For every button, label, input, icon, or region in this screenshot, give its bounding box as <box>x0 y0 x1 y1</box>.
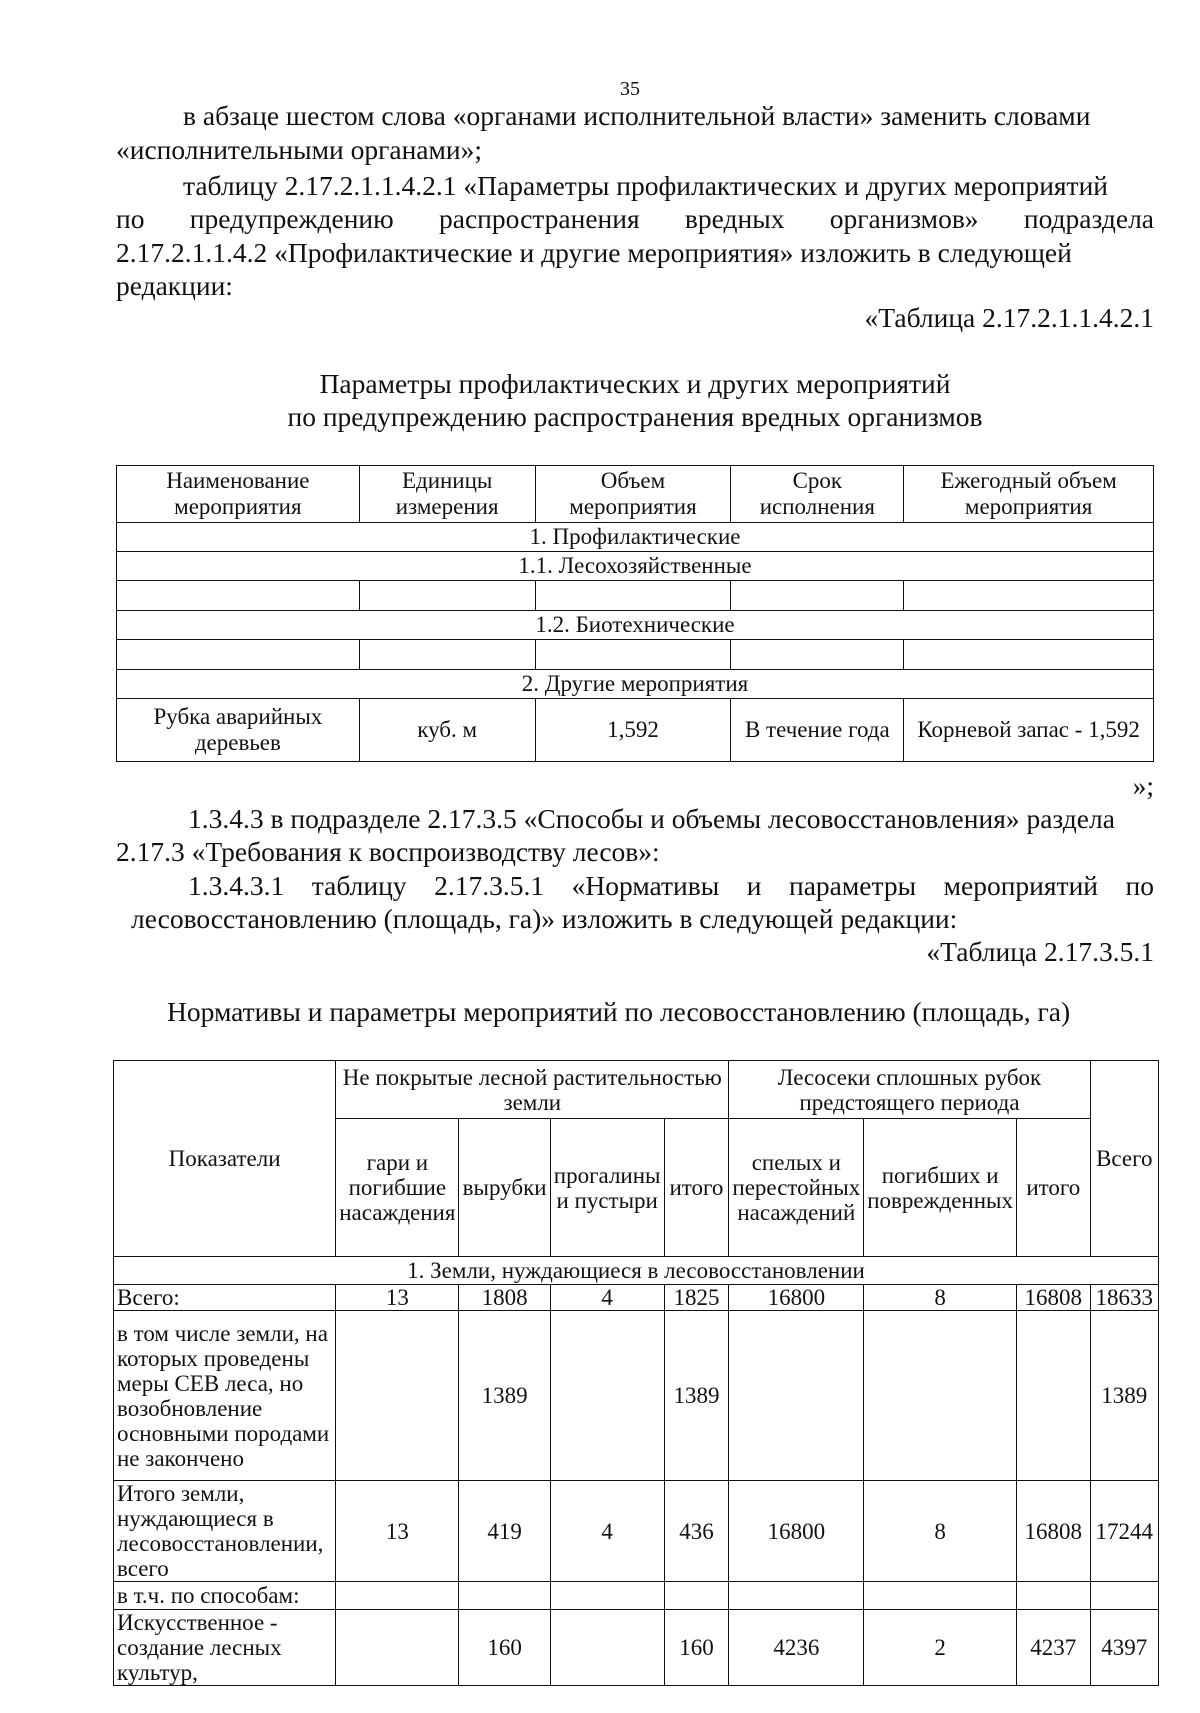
table-row <box>114 1285 1159 1311</box>
value-cell: 1389 <box>1090 1311 1158 1481</box>
value-cell: 419 <box>459 1481 550 1582</box>
paragraph-line: в абзаце шестом слова «органами исполнительной власти» заменить словами <box>183 100 1091 131</box>
value-cell: 18633 <box>1090 1285 1158 1311</box>
reforestation-table <box>113 1060 1159 1686</box>
empty-cell <box>731 581 904 611</box>
value-cell: 2 <box>864 1610 1017 1686</box>
empty-cell <box>535 640 731 670</box>
empty-cell <box>731 640 904 670</box>
table-close-mark: »; <box>1132 770 1154 801</box>
value-cell <box>729 1311 864 1481</box>
value-cell: 4 <box>550 1481 664 1582</box>
value-cell <box>864 1311 1017 1481</box>
header-cell: Срок исполнения <box>731 466 904 523</box>
paragraph-line: по предупреждению распространения вредных организмов» подраздела <box>116 203 1154 234</box>
empty-cell <box>535 581 731 611</box>
table-row <box>114 1481 1159 1582</box>
subheader-cell: итого <box>664 1119 729 1257</box>
reforestation-rows <box>114 1285 1159 1686</box>
value-cell: 16800 <box>729 1481 864 1582</box>
table-row <box>114 1582 1159 1610</box>
section-row: 2. Другие мероприятия <box>117 670 1154 699</box>
table-title: Нормативы и параметры мероприятий по лесовосстановлению (площадь, га) <box>167 996 1071 1027</box>
section-row: 1.1. Лесохозяйственные <box>117 552 1154 581</box>
value-cell <box>336 1311 459 1481</box>
value-cell: 436 <box>664 1481 729 1582</box>
value-cell: 8 <box>864 1481 1017 1582</box>
value-cell <box>1016 1582 1090 1610</box>
value-cell <box>550 1311 664 1481</box>
value-cell: 16800 <box>729 1285 864 1311</box>
value-cell: 1825 <box>664 1285 729 1311</box>
subheader-cell: итого <box>1016 1119 1090 1257</box>
value-cell: 13 <box>336 1481 459 1582</box>
section-row: 1. Профилактические <box>117 523 1154 552</box>
row-label-cell: Итого земли, нуждающиеся в лесовосстановлении, всего <box>114 1481 336 1582</box>
table-label: «Таблица 2.17.3.5.1 <box>926 936 1154 967</box>
value-cell: 160 <box>459 1610 550 1686</box>
value-cell <box>1090 1582 1158 1610</box>
paragraph-line: таблицу 2.17.2.1.1.4.2.1 «Параметры профилактических и других мероприятий <box>183 170 1109 201</box>
value-cell: 16808 <box>1016 1481 1090 1582</box>
subheader-cell: вырубки <box>459 1119 550 1257</box>
header-cell: Наименование мероприятия <box>117 466 360 523</box>
paragraph-line: «исполнительными органами»; <box>116 134 483 165</box>
term-cell: В течение года <box>731 699 904 762</box>
value-cell: 16808 <box>1016 1285 1090 1311</box>
row-label-cell: в т.ч. по способам: <box>114 1582 336 1610</box>
value-cell <box>550 1610 664 1686</box>
total-header: Всего <box>1090 1061 1158 1257</box>
value-cell: 160 <box>664 1610 729 1686</box>
value-cell <box>336 1582 459 1610</box>
empty-cell <box>117 640 360 670</box>
table-title: Параметры профилактических и других мероприятий <box>319 368 951 399</box>
row-label-cell: Всего: <box>114 1285 336 1311</box>
value-cell: 1389 <box>664 1311 729 1481</box>
table-title: по предупреждению распространения вредных организмов <box>287 401 983 432</box>
section-row: 1.2. Биотехнические <box>117 611 1154 640</box>
empty-cell <box>359 640 535 670</box>
value-cell <box>729 1582 864 1610</box>
page-number: 35 <box>620 78 640 100</box>
section-row: 1. Земли, нуждающиеся в лесовосстановлении <box>114 1257 1159 1285</box>
value-cell: 13 <box>336 1285 459 1311</box>
subheader-cell: гари и погибшие насаждения <box>336 1119 459 1257</box>
value-cell: 4397 <box>1090 1610 1158 1686</box>
paragraph-line: 1.3.4.3 в подразделе 2.17.3.5 «Способы и объемы лесовосстановления» раздела <box>188 803 1115 834</box>
value-cell <box>664 1582 729 1610</box>
header-cell: Единицы измерения <box>359 466 535 523</box>
value-cell <box>459 1582 550 1610</box>
prevention-measures-table <box>116 465 1154 762</box>
value-cell <box>1016 1311 1090 1481</box>
empty-cell <box>904 581 1154 611</box>
value-cell: 1808 <box>459 1285 550 1311</box>
table-row <box>114 1610 1159 1686</box>
group-header: Не покрытые лесной растительностью земли <box>336 1061 729 1119</box>
paragraph-line: 2.17.2.1.1.4.2 «Профилактические и другие мероприятия» изложить в следующей <box>116 237 1072 268</box>
subheader-cell: погибших и поврежденных <box>864 1119 1017 1257</box>
row-label-cell: Искусственное - создание лесных культур, <box>114 1610 336 1686</box>
paragraph-line: лесовосстановлению (площадь, га)» изложить в следующей редакции: <box>131 903 958 934</box>
header-cell: Объем мероприятия <box>535 466 731 523</box>
value-cell <box>550 1582 664 1610</box>
table-row <box>114 1311 1159 1481</box>
value-cell: 4236 <box>729 1610 864 1686</box>
paragraph-line: 1.3.4.3.1 таблицу 2.17.3.5.1 «Нормативы и параметры мероприятий по <box>188 870 1154 901</box>
subheader-cell: спелых и перестойных насаждений <box>729 1119 864 1257</box>
unit-cell: куб. м <box>359 699 535 762</box>
value-cell <box>336 1610 459 1686</box>
empty-cell <box>904 640 1154 670</box>
value-cell: 4237 <box>1016 1610 1090 1686</box>
row-label-cell: в том числе земли, на которых проведены меры СЕВ леса, но возобновление основными породами не закончено <box>114 1311 336 1481</box>
empty-cell <box>117 581 360 611</box>
value-cell: 4 <box>550 1285 664 1311</box>
annual-volume-cell: Корневой запас - 1,592 <box>904 699 1154 762</box>
measure-name-cell: Рубка аварийных деревьев <box>117 699 360 762</box>
indicators-header: Показатели <box>114 1061 336 1257</box>
paragraph-line: 2.17.3 «Требования к воспроизводству лесов»: <box>116 836 660 867</box>
value-cell: 17244 <box>1090 1481 1158 1582</box>
header-cell: Ежегодный объем мероприятия <box>904 466 1154 523</box>
empty-cell <box>359 581 535 611</box>
subheader-cell: прогалины и пустыри <box>550 1119 664 1257</box>
paragraph-line: редакции: <box>116 270 233 301</box>
group-header: Лесосеки сплошных рубок предстоящего периода <box>729 1061 1090 1119</box>
value-cell: 1389 <box>459 1311 550 1481</box>
value-cell: 8 <box>864 1285 1017 1311</box>
table-label: «Таблица 2.17.2.1.1.4.2.1 <box>864 302 1154 333</box>
volume-cell: 1,592 <box>535 699 731 762</box>
value-cell <box>864 1582 1017 1610</box>
